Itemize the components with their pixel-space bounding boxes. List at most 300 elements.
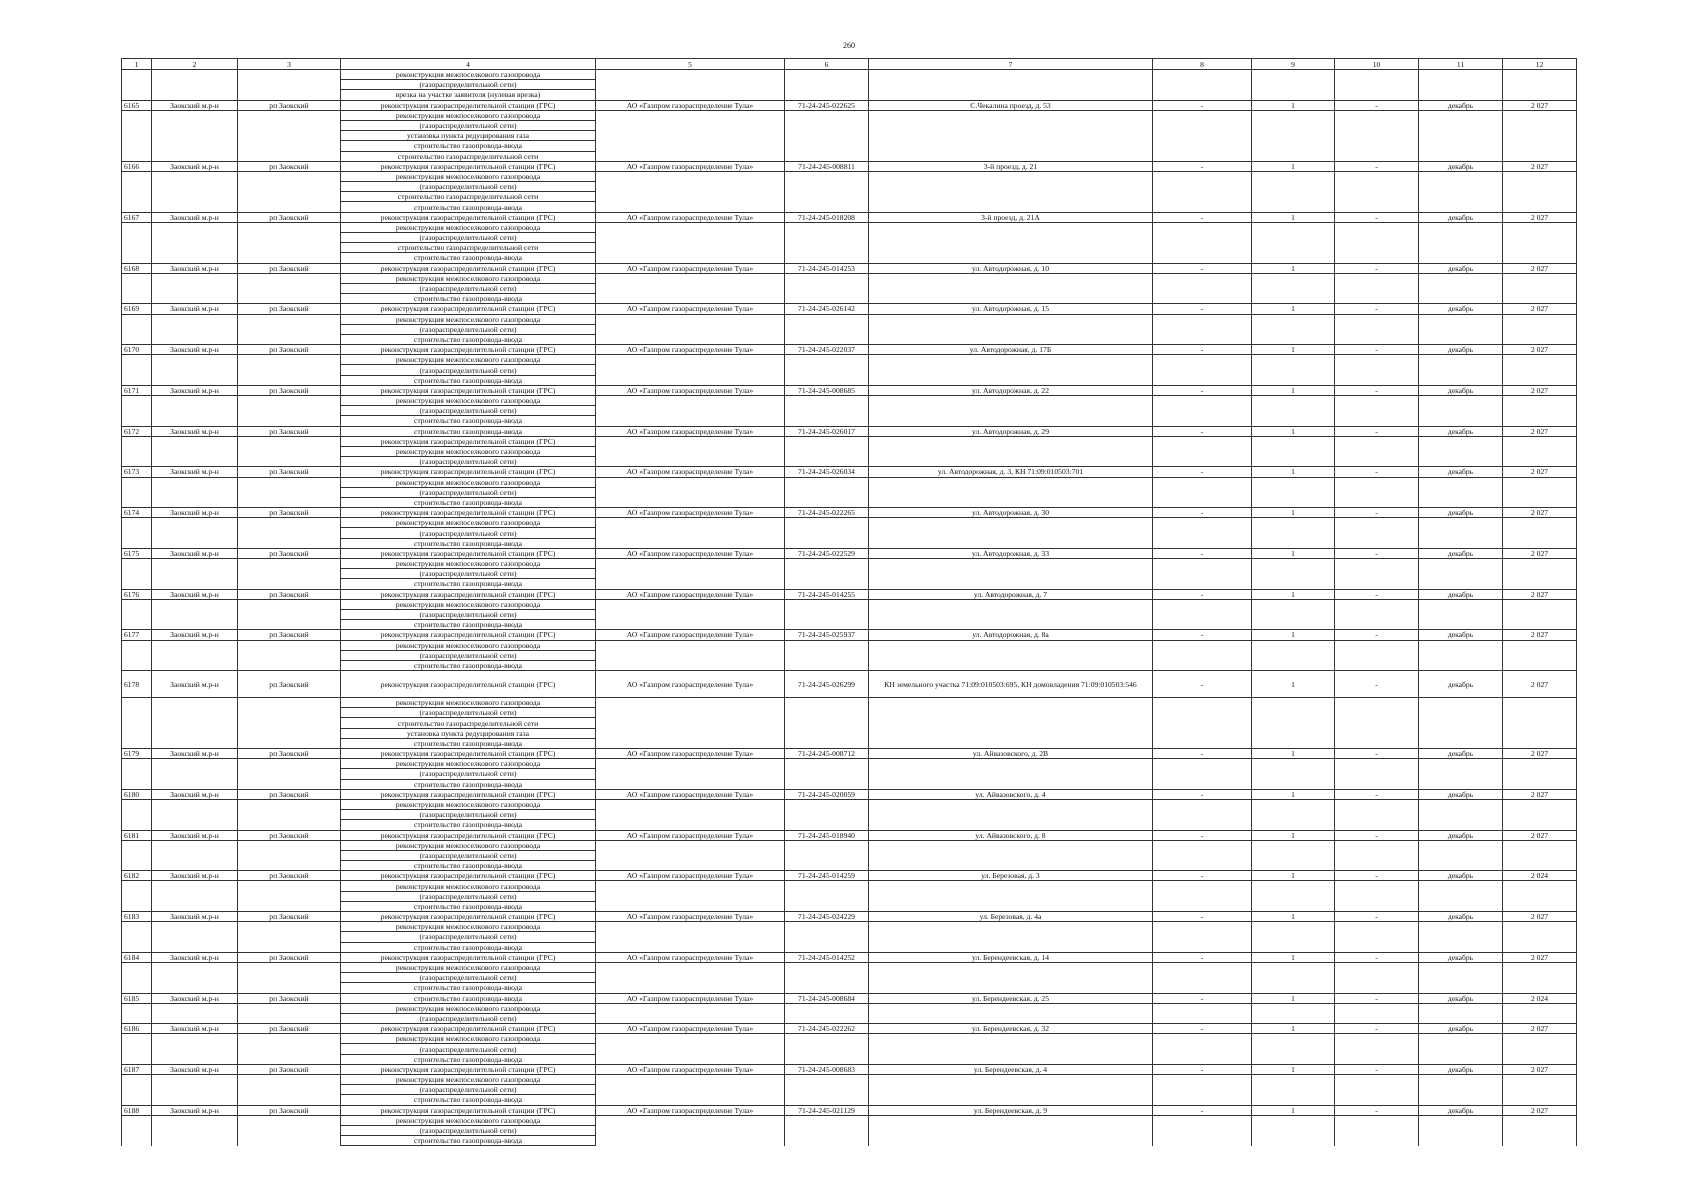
table-cell <box>1252 294 1335 304</box>
table-cell <box>1153 487 1252 497</box>
table-cell <box>238 708 341 718</box>
record-number: 6165 <box>122 100 152 110</box>
col9-value: 1 <box>1252 100 1335 110</box>
application-code: 71-24-245-008811 <box>785 161 869 171</box>
table-cell <box>869 698 1153 708</box>
table-cell <box>1335 840 1419 850</box>
table-cell <box>1335 718 1419 728</box>
table-cell <box>869 396 1153 406</box>
table-cell <box>1335 1115 1419 1125</box>
table-cell <box>785 1136 869 1146</box>
table-cell <box>238 1044 341 1054</box>
work-item: (газораспределительной сети) <box>341 80 596 90</box>
table-cell <box>1419 538 1503 548</box>
table-row <box>122 660 1577 670</box>
table-cell <box>238 779 341 789</box>
table-cell <box>1335 273 1419 283</box>
table-cell <box>869 881 1153 891</box>
table-cell <box>1419 436 1503 446</box>
table-cell <box>238 569 341 579</box>
table-cell <box>596 881 785 891</box>
work-item: строительство газопровода-ввода <box>341 620 596 630</box>
table-cell <box>1335 446 1419 456</box>
table-cell <box>152 799 238 809</box>
table-cell <box>869 294 1153 304</box>
table-cell <box>1335 728 1419 738</box>
work-item: строительство газопровода-ввода <box>341 1136 596 1146</box>
table-cell <box>1335 365 1419 375</box>
table-cell <box>1153 1085 1252 1095</box>
table-cell <box>1335 962 1419 972</box>
record-number: 6170 <box>122 345 152 355</box>
work-item: строительство газораспределительной сети <box>341 718 596 728</box>
table-cell <box>785 375 869 385</box>
table-cell <box>1335 80 1419 90</box>
table-cell <box>785 131 869 141</box>
table-cell <box>1252 436 1335 446</box>
application-code: 71-24-245-014252 <box>785 952 869 962</box>
table-cell <box>238 416 341 426</box>
table-cell <box>785 457 869 467</box>
table-cell <box>1503 1115 1577 1125</box>
table-cell <box>785 759 869 769</box>
locality-cell: рп Заокский <box>238 1024 341 1034</box>
work-item: (газораспределительной сети) <box>341 1125 596 1135</box>
table-cell <box>1335 487 1419 497</box>
work-item: реконструкция межпоселкового газопровода <box>341 477 596 487</box>
table-cell <box>785 569 869 579</box>
table-cell <box>869 182 1153 192</box>
table-cell <box>596 569 785 579</box>
table-cell <box>122 1003 152 1013</box>
table-cell <box>1419 182 1503 192</box>
table-cell <box>1419 1095 1503 1105</box>
table-row <box>122 881 1577 891</box>
table-cell <box>238 861 341 871</box>
table-cell <box>1252 840 1335 850</box>
table-cell <box>1335 891 1419 901</box>
table-cell <box>1419 202 1503 212</box>
table-cell <box>122 891 152 901</box>
locality-cell: рп Заокский <box>238 212 341 222</box>
table-cell <box>1503 171 1577 181</box>
table-cell <box>1503 233 1577 243</box>
table-cell <box>122 1136 152 1146</box>
organization-cell: АО «Газпром газораспределение Тула» <box>596 871 785 881</box>
table-cell <box>869 942 1153 952</box>
table-cell <box>1252 559 1335 569</box>
table-row <box>122 609 1577 619</box>
table-cell <box>1419 698 1503 708</box>
table-cell <box>122 518 152 528</box>
table-row <box>122 202 1577 212</box>
table-cell <box>1153 294 1252 304</box>
locality-cell: рп Заокский <box>238 871 341 881</box>
table-cell <box>122 922 152 932</box>
table-cell <box>1503 518 1577 528</box>
year-cell: 2 027 <box>1503 426 1577 436</box>
table-cell <box>1335 131 1419 141</box>
table-cell <box>1419 861 1503 871</box>
work-item: строительство газопровода-ввода <box>341 538 596 548</box>
table-cell <box>238 538 341 548</box>
table-cell <box>238 457 341 467</box>
table-cell <box>1335 1085 1419 1095</box>
application-code: 71-24-245-020059 <box>785 789 869 799</box>
district-cell: Заокский м.р-н <box>152 161 238 171</box>
table-cell <box>785 477 869 487</box>
table-cell <box>122 599 152 609</box>
table-cell <box>238 1003 341 1013</box>
col10-value: - <box>1335 100 1419 110</box>
table-cell <box>1335 738 1419 748</box>
col9-value: 1 <box>1252 161 1335 171</box>
table-row <box>122 426 1577 436</box>
table-cell <box>1503 698 1577 708</box>
col8-value: - <box>1153 161 1252 171</box>
table-cell <box>122 559 152 569</box>
table-row <box>122 1115 1577 1125</box>
table-cell <box>152 406 238 416</box>
table-row <box>122 1024 1577 1034</box>
table-cell <box>869 640 1153 650</box>
table-cell <box>1419 355 1503 365</box>
year-cell: 2 027 <box>1503 789 1577 799</box>
col8-value: - <box>1153 100 1252 110</box>
table-cell <box>1503 182 1577 192</box>
table-cell <box>869 983 1153 993</box>
table-row <box>122 1034 1577 1044</box>
table-cell <box>238 1075 341 1085</box>
table-row <box>122 718 1577 728</box>
table-cell <box>785 253 869 263</box>
table-cell <box>785 436 869 446</box>
table-cell <box>238 799 341 809</box>
table-cell <box>1503 579 1577 589</box>
table-cell <box>596 487 785 497</box>
month-cell: декабрь <box>1419 1024 1503 1034</box>
table-cell <box>596 192 785 202</box>
col10-value: - <box>1335 789 1419 799</box>
table-cell <box>1503 334 1577 344</box>
table-row <box>122 861 1577 871</box>
table-cell <box>1153 222 1252 232</box>
table-cell <box>596 90 785 100</box>
table-cell <box>1503 640 1577 650</box>
table-cell <box>596 334 785 344</box>
table-cell <box>1335 334 1419 344</box>
table-cell <box>122 243 152 253</box>
table-cell <box>238 120 341 130</box>
table-cell <box>1335 983 1419 993</box>
month-cell: декабрь <box>1419 630 1503 640</box>
table-cell <box>238 294 341 304</box>
table-cell <box>1335 314 1419 324</box>
table-cell <box>238 718 341 728</box>
year-cell: 2 027 <box>1503 385 1577 395</box>
table-cell <box>1252 1075 1335 1085</box>
col10-value: - <box>1335 871 1419 881</box>
table-cell <box>238 932 341 942</box>
application-code: 71-24-245-022262 <box>785 1024 869 1034</box>
column-header: 9 <box>1252 59 1335 70</box>
table-cell <box>1153 891 1252 901</box>
table-cell <box>1252 202 1335 212</box>
table-cell <box>122 769 152 779</box>
application-code: 71-24-245-026299 <box>785 671 869 698</box>
table-cell <box>238 891 341 901</box>
table-cell <box>1503 80 1577 90</box>
table-cell <box>1335 973 1419 983</box>
table-cell <box>869 1034 1153 1044</box>
col10-value: - <box>1335 508 1419 518</box>
address-cell: ул. Айвазовского, д. 4 <box>869 789 1153 799</box>
table-cell <box>596 769 785 779</box>
work-item: реконструкция газораспределительной станции (ГРС) <box>341 1024 596 1034</box>
address-cell: С.Чекалина проезд, д. 53 <box>869 100 1153 110</box>
table-cell <box>1503 110 1577 120</box>
table-cell <box>596 810 785 820</box>
col10-value: - <box>1335 385 1419 395</box>
table-cell <box>152 477 238 487</box>
table-cell <box>1153 141 1252 151</box>
column-header: 8 <box>1153 59 1252 70</box>
table-cell <box>1335 192 1419 202</box>
col10-value: - <box>1335 263 1419 273</box>
table-cell <box>1503 497 1577 507</box>
table-row <box>122 457 1577 467</box>
table-row <box>122 738 1577 748</box>
col9-value: 1 <box>1252 1064 1335 1074</box>
table-row <box>122 436 1577 446</box>
work-item: (газораспределительной сети) <box>341 528 596 538</box>
table-cell <box>238 202 341 212</box>
col9-value: 1 <box>1252 263 1335 273</box>
work-item: реконструкция межпоселкового газопровода <box>341 881 596 891</box>
table-row <box>122 579 1577 589</box>
address-cell: ул. Автодорожная, д. 17Б <box>869 345 1153 355</box>
table-cell <box>1419 799 1503 809</box>
district-cell: Заокский м.р-н <box>152 345 238 355</box>
work-item: реконструкция межпоселкового газопровода <box>341 396 596 406</box>
col10-value: - <box>1335 161 1419 171</box>
table-cell <box>1419 650 1503 660</box>
work-item: (газораспределительной сети) <box>341 1085 596 1095</box>
table-cell <box>1419 528 1503 538</box>
table-cell <box>869 70 1153 80</box>
column-header: 3 <box>238 59 341 70</box>
table-cell <box>1153 1125 1252 1135</box>
table-row <box>122 1013 1577 1023</box>
work-item: (газораспределительной сети) <box>341 182 596 192</box>
table-cell <box>238 324 341 334</box>
table-cell <box>869 457 1153 467</box>
table-cell <box>1503 891 1577 901</box>
table-cell <box>122 171 152 181</box>
table-cell <box>152 983 238 993</box>
table-cell <box>152 528 238 538</box>
table-cell <box>152 222 238 232</box>
col8-value: - <box>1153 789 1252 799</box>
table-row <box>122 942 1577 952</box>
work-item: реконструкция межпоселкового газопровода <box>341 559 596 569</box>
col8-value: - <box>1153 426 1252 436</box>
work-item: (газораспределительной сети) <box>341 120 596 130</box>
table-cell <box>1419 1075 1503 1085</box>
table-cell <box>596 283 785 293</box>
table-row <box>122 769 1577 779</box>
col8-value: - <box>1153 212 1252 222</box>
table-cell <box>1153 375 1252 385</box>
table-cell <box>122 294 152 304</box>
table-cell <box>1153 182 1252 192</box>
table-cell <box>152 650 238 660</box>
table-cell <box>1153 640 1252 650</box>
table-cell <box>1153 365 1252 375</box>
table-cell <box>785 243 869 253</box>
address-cell: 3-й проезд, д. 21 <box>869 161 1153 171</box>
table-cell <box>1419 922 1503 932</box>
table-cell <box>238 283 341 293</box>
locality-cell: рп Заокский <box>238 161 341 171</box>
table-cell <box>1153 202 1252 212</box>
col9-value: 1 <box>1252 385 1335 395</box>
work-item: реконструкция газораспределительной станции (ГРС) <box>341 304 596 314</box>
organization-cell: АО «Газпром газораспределение Тула» <box>596 1024 785 1034</box>
table-cell <box>1503 942 1577 952</box>
table-cell <box>869 90 1153 100</box>
table-cell <box>122 861 152 871</box>
table-cell <box>785 365 869 375</box>
table-cell <box>122 881 152 891</box>
table-cell <box>152 881 238 891</box>
table-cell <box>1252 983 1335 993</box>
table-cell <box>1503 901 1577 911</box>
work-item: реконструкция газораспределительной станции (ГРС) <box>341 671 596 698</box>
column-header: 2 <box>152 59 238 70</box>
table-cell <box>1503 708 1577 718</box>
table-cell <box>1153 810 1252 820</box>
table-cell <box>1503 932 1577 942</box>
table-cell <box>596 120 785 130</box>
table-cell <box>596 131 785 141</box>
record-number: 6183 <box>122 912 152 922</box>
record-number: 6178 <box>122 671 152 698</box>
locality-cell: рп Заокский <box>238 100 341 110</box>
table-cell <box>785 1075 869 1085</box>
table-cell <box>122 324 152 334</box>
table-cell <box>785 182 869 192</box>
table-row <box>122 294 1577 304</box>
table-cell <box>152 922 238 932</box>
table-cell <box>1419 728 1503 738</box>
table-cell <box>152 436 238 446</box>
table-cell <box>238 90 341 100</box>
table-cell <box>122 80 152 90</box>
district-cell: Заокский м.р-н <box>152 830 238 840</box>
work-item: реконструкция газораспределительной станции (ГРС) <box>341 912 596 922</box>
table-cell <box>1252 620 1335 630</box>
table-cell <box>1335 436 1419 446</box>
table-cell <box>1153 334 1252 344</box>
table-cell <box>869 1115 1153 1125</box>
table-cell <box>1419 932 1503 942</box>
record-number: 6169 <box>122 304 152 314</box>
work-item: реконструкция газораспределительной станции (ГРС) <box>341 263 596 273</box>
table-cell <box>1503 769 1577 779</box>
table-cell <box>785 151 869 161</box>
locality-cell: рп Заокский <box>238 671 341 698</box>
table-cell <box>1153 799 1252 809</box>
table-cell <box>122 728 152 738</box>
table-row <box>122 233 1577 243</box>
table-cell <box>869 1095 1153 1105</box>
table-cell <box>596 294 785 304</box>
table-cell <box>238 1125 341 1135</box>
table-cell <box>1503 1003 1577 1013</box>
table-row <box>122 1105 1577 1115</box>
table-cell <box>1503 324 1577 334</box>
table-cell <box>122 446 152 456</box>
table-cell <box>1503 151 1577 161</box>
col9-value: 1 <box>1252 426 1335 436</box>
application-code: 71-24-245-026142 <box>785 304 869 314</box>
table-cell <box>152 141 238 151</box>
table-cell <box>122 192 152 202</box>
col8-value: - <box>1153 345 1252 355</box>
work-item: реконструкция газораспределительной станции (ГРС) <box>341 589 596 599</box>
table-row <box>122 559 1577 569</box>
table-cell <box>1419 820 1503 830</box>
table-row <box>122 1125 1577 1135</box>
col9-value: 1 <box>1252 1105 1335 1115</box>
table-cell <box>152 1125 238 1135</box>
table-cell <box>152 396 238 406</box>
table-cell <box>122 1115 152 1125</box>
table-row <box>122 749 1577 759</box>
col8-value: - <box>1153 830 1252 840</box>
work-item: строительство газопровода-ввода <box>341 861 596 871</box>
table-cell <box>1252 375 1335 385</box>
table-cell <box>1503 222 1577 232</box>
table-cell <box>1252 1044 1335 1054</box>
table-cell <box>869 171 1153 181</box>
col10-value: - <box>1335 345 1419 355</box>
table-row <box>122 508 1577 518</box>
table-cell <box>1252 609 1335 619</box>
table-cell <box>596 850 785 860</box>
col10-value: - <box>1335 212 1419 222</box>
locality-cell: рп Заокский <box>238 548 341 558</box>
table-row <box>122 467 1577 477</box>
table-cell <box>1419 660 1503 670</box>
work-item: реконструкция межпоселкового газопровода <box>341 759 596 769</box>
locality-cell: рп Заокский <box>238 263 341 273</box>
table-cell <box>152 120 238 130</box>
table-cell <box>1419 1003 1503 1013</box>
table-cell <box>785 110 869 120</box>
table-cell <box>1153 70 1252 80</box>
table-cell <box>122 273 152 283</box>
table-cell <box>869 1085 1153 1095</box>
table-row <box>122 871 1577 881</box>
table-cell <box>869 599 1153 609</box>
table-cell <box>122 314 152 324</box>
table-cell <box>785 932 869 942</box>
table-cell <box>1153 477 1252 487</box>
table-row <box>122 901 1577 911</box>
table-cell <box>1503 365 1577 375</box>
